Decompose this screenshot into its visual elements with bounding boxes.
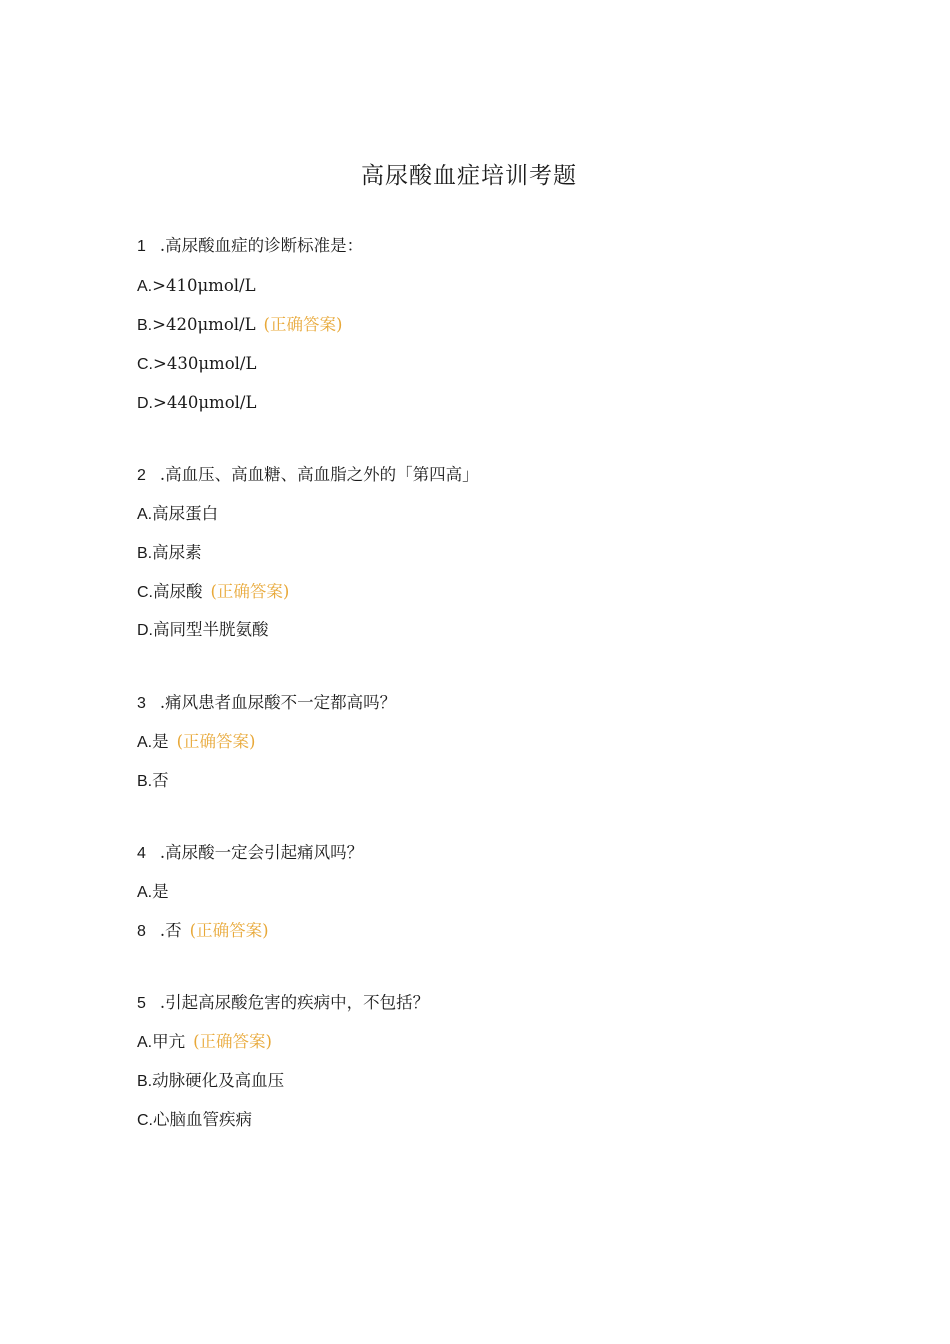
question-4 [137,843,363,864]
option-4b [137,921,269,942]
option-2b [137,543,202,564]
question-number: 5 [137,995,146,1012]
option-1b [137,315,342,336]
question-number: 3 [137,695,146,712]
option-label: B. [137,773,153,790]
option-label: A. [137,734,153,751]
question-text: .引起高尿酸危害的疾病中，不包括？ [159,993,430,1012]
question-number: 4 [137,845,146,862]
option-label: B. [137,1073,153,1090]
option-3b [137,771,169,792]
option-text: >420μmol/L [152,315,256,334]
page-title: 高尿酸血症培训考题 [361,163,577,189]
option-3a [137,732,256,753]
option-1c [137,354,256,375]
option-text: 高尿素 [152,543,202,562]
option-label: 8 [137,923,146,940]
option-text: 高同型半胱氨酸 [153,620,269,639]
option-text: 否 [152,771,169,790]
question-1 [137,236,363,257]
option-text: >430μmol/L [153,354,257,373]
option-text: >440μmol/L [153,393,257,412]
correct-answer-tag: (正确答案) [263,315,343,334]
question-2 [137,465,479,486]
option-5a [137,1032,272,1053]
option-label: D. [137,622,153,639]
option-text: .否 [159,921,182,940]
option-text: 是 [152,732,169,751]
question-text: .高血压、高血糖、高血脂之外的「第四高」 [159,465,479,484]
option-4a [137,882,169,903]
option-2c [137,582,289,603]
question-number: 1 [137,238,146,255]
option-text: >410μmol/L [152,276,256,295]
option-text: 高尿蛋白 [152,504,219,523]
option-label: D. [137,395,153,412]
option-1a [137,276,256,297]
option-label: B. [137,317,153,334]
question-3 [137,693,396,714]
option-label: B. [137,545,153,562]
option-text: 动脉硬化及高血压 [152,1071,285,1090]
question-text: .高尿酸血症的诊断标准是： [159,236,364,255]
question-number: 2 [137,467,146,484]
option-label: C. [137,356,153,373]
correct-answer-tag: (正确答案) [189,921,269,940]
option-5c [137,1110,252,1131]
option-text: 是 [152,882,169,901]
option-text: 高尿酸 [153,582,203,601]
question-text: .痛风患者血尿酸不一定都高吗？ [159,693,397,712]
option-1d [137,393,256,414]
question-text: .高尿酸一定会引起痛风吗？ [159,843,364,862]
option-label: A. [137,884,153,901]
question-5 [137,993,429,1014]
option-5b [137,1071,284,1092]
option-2a [137,504,218,525]
option-text: 心脑血管疾病 [153,1110,252,1129]
option-2d [137,620,269,641]
correct-answer-tag: (正确答案) [176,732,256,751]
correct-answer-tag: (正确答案) [193,1032,272,1051]
option-label: C. [137,1112,153,1129]
option-label: A. [137,506,153,523]
option-label: C. [137,584,153,601]
correct-answer-tag: (正确答案) [210,582,290,601]
option-label: A. [137,1034,153,1051]
option-label: A. [137,278,153,295]
option-text: 甲亢 [152,1032,186,1051]
